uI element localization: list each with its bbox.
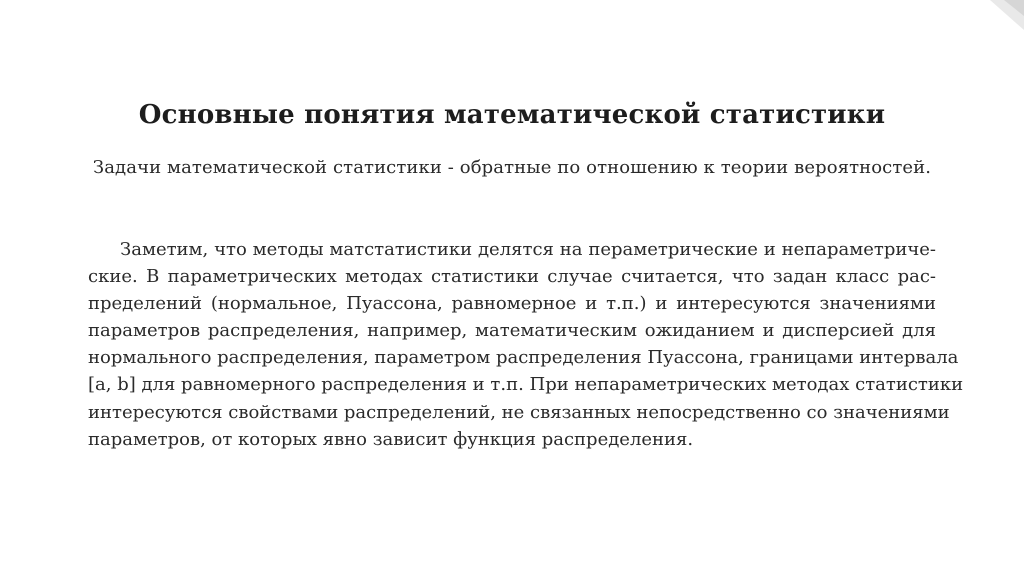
body-paragraph <box>88 236 964 453</box>
paragraph-line: [a, b] для равномерного распределения и т.п. При непараметрических методах статистики <box>88 374 964 396</box>
paragraph-line: интересуются свойствами распределений, не связанных непосредственно со значениями <box>88 401 950 423</box>
page-corner-decoration <box>960 0 1024 48</box>
paragraph-line: параметров, от которых явно зависит функция распределения. <box>88 428 694 450</box>
paragraph-line: нормального распределения, параметром распределения Пуассона, границами интервала <box>88 347 959 369</box>
paragraph-line: пределений (нормальное, Пуассона, равномерное и т.п.) и интересуются значениями <box>88 293 936 315</box>
paragraph-line: параметров распределения, например, математическим ожиданием и дисперсией для <box>88 320 936 342</box>
page-subtitle: Задачи математической статистики - обратные по отношению к теории вероятностей. <box>92 157 932 178</box>
page-curl-icon <box>960 0 1024 48</box>
page-title: Основные понятия математической статистики <box>138 100 886 130</box>
paragraph-line: ские. В параметрических методах статистики случае считается, что задан класс рас- <box>88 266 936 288</box>
paragraph-line: Заметим, что методы матстатистики делятся на пераметрические и непараметриче- <box>120 239 936 260</box>
